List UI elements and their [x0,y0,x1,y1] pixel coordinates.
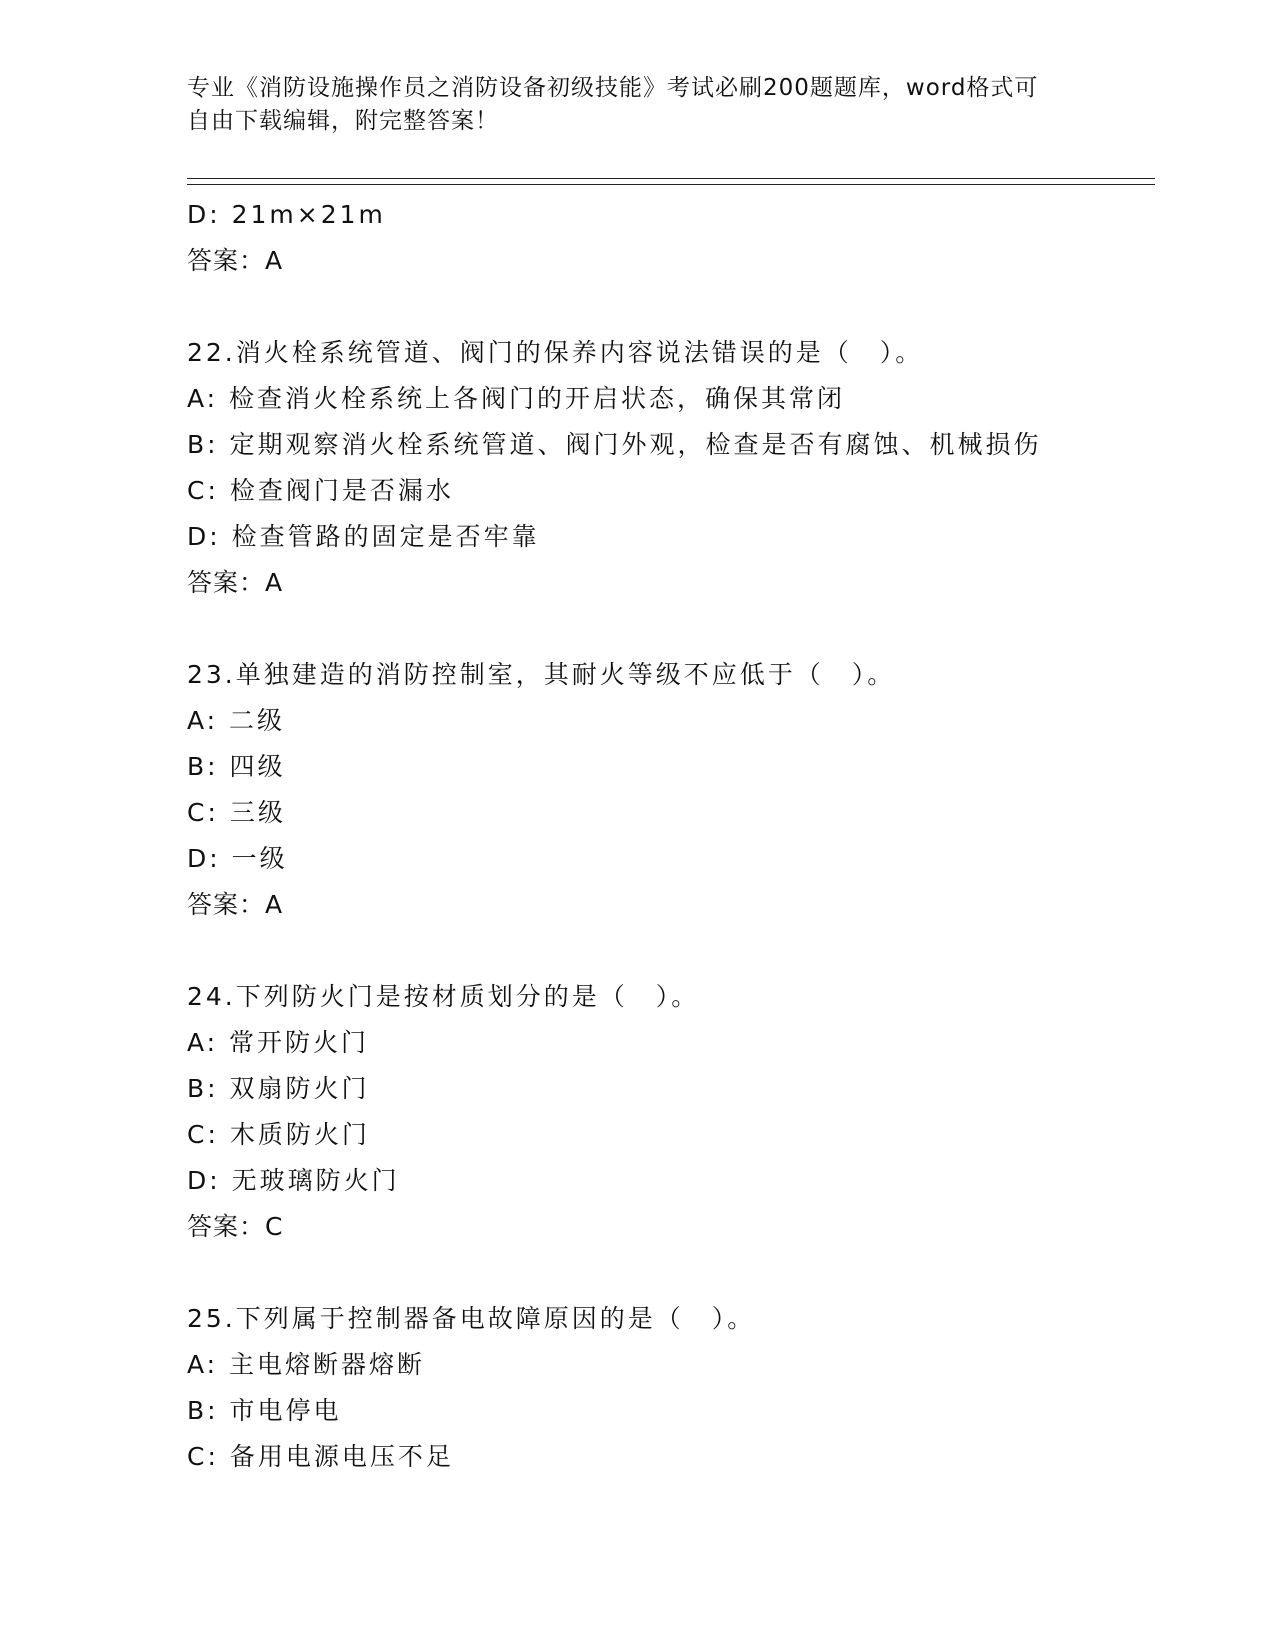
question-23-option-a: A: 二级 [187,706,286,735]
question-25-option-b: B: 市电停电 [187,1396,342,1425]
spacer [187,606,1167,652]
question-24-answer: 答案：C [187,1212,284,1241]
question-22-option-d: D: 检查管路的固定是否牢靠 [187,522,540,551]
answer-prev: 答案：A [187,246,284,275]
question-24-option-b: B: 双扇防火门 [187,1074,370,1103]
spacer [187,284,1167,330]
header-line-2: 自由下载编辑，附完整答案！ [187,108,499,134]
question-22-answer: 答案：A [187,568,284,597]
question-24-stem: 24.下列防火门是按材质划分的是（ ）。 [187,982,700,1011]
question-23-answer: 答案：A [187,890,284,919]
question-list [187,192,1167,1480]
question-24-option-d: D: 无玻璃防火门 [187,1166,400,1195]
question-23-option-b: B: 四级 [187,752,286,781]
question-22-stem: 22.消火栓系统管道、阀门的保养内容说法错误的是（ ）。 [187,338,924,367]
question-24-option-a: A: 常开防火门 [187,1028,370,1057]
question-25-option-c: C: 备用电源电压不足 [187,1442,454,1471]
document-header [187,72,1087,138]
question-22-option-c: C: 检查阀门是否漏水 [187,476,454,505]
question-22-option-a: A: 检查消火栓系统上各阀门的开启状态，确保其常闭 [187,384,846,413]
option-d-prev: D: 21m×21m [187,200,386,229]
question-23-option-c: C: 三级 [187,798,286,827]
header-rule-top [187,178,1155,179]
question-25-stem: 25.下列属于控制器备电故障原因的是（ ）。 [187,1304,756,1333]
question-23-option-d: D: 一级 [187,844,288,873]
header-rule-bottom [187,184,1155,185]
spacer [187,928,1167,974]
question-23-stem: 23.单独建造的消防控制室，其耐火等级不应低于（ ）。 [187,660,896,689]
question-24-option-c: C: 木质防火门 [187,1120,370,1149]
question-25-option-a: A: 主电熔断器熔断 [187,1350,426,1379]
spacer [187,1250,1167,1296]
header-line-1: 专业《消防设施操作员之消防设备初级技能》考试必刷200题题库，word格式可 [187,75,1039,101]
question-22-option-b: B: 定期观察消火栓系统管道、阀门外观，检查是否有腐蚀、机械损伤 [187,430,1042,459]
